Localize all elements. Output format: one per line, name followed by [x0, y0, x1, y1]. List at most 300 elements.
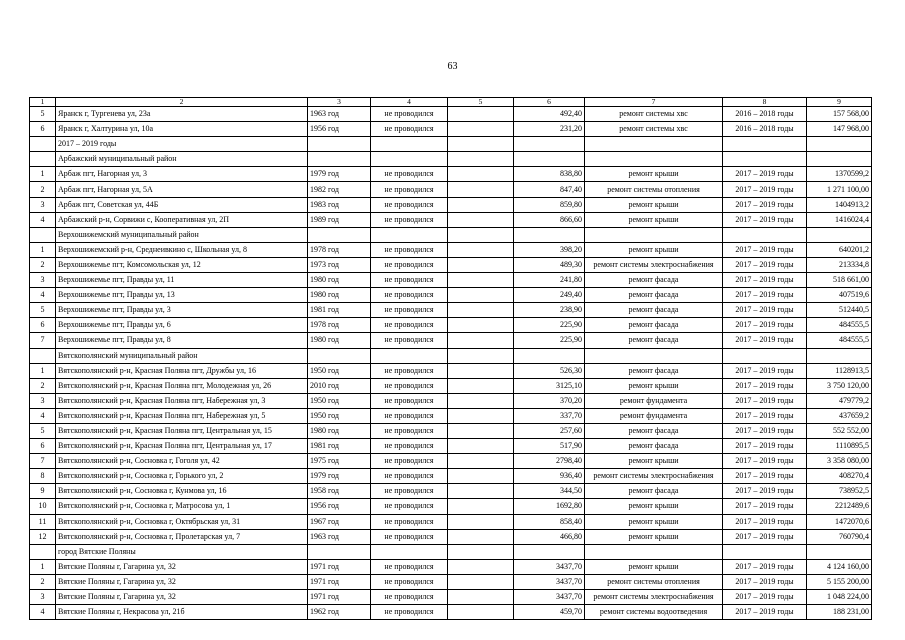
- section-blank-cell: [723, 152, 807, 167]
- table-row: [30, 605, 872, 620]
- section-title: город Вятские Поляны: [56, 544, 308, 559]
- year-cell: 1981 год: [308, 303, 371, 318]
- row-number: 10: [30, 499, 56, 514]
- year-cell: 1958 год: [308, 484, 371, 499]
- area-cell: 838,80: [514, 167, 585, 182]
- address-cell: Вятскополянский р-н, Сосновка г, Горького ул, 2: [56, 469, 308, 484]
- table-row: [30, 273, 872, 288]
- previous-repair-cell: не проводился: [371, 529, 448, 544]
- previous-repair-cell: не проводился: [371, 288, 448, 303]
- work-type-cell: ремонт крыши: [585, 212, 723, 227]
- period-cell: 2017 – 2019 годы: [723, 423, 807, 438]
- table-row: [30, 257, 872, 272]
- period-cell: 2017 – 2019 годы: [723, 393, 807, 408]
- address-cell: Вятскополянский р-н, Сосновка г, Кунмова ул, 16: [56, 484, 308, 499]
- empty-cell: [448, 469, 514, 484]
- row-number: 8: [30, 469, 56, 484]
- table-row: [30, 122, 872, 137]
- work-type-cell: ремонт крыши: [585, 378, 723, 393]
- work-type-cell: ремонт системы отопления: [585, 574, 723, 589]
- area-cell: 3437,70: [514, 559, 585, 574]
- cost-cell: 484555,5: [807, 318, 872, 333]
- work-type-cell: ремонт системы водоотведения: [585, 605, 723, 620]
- previous-repair-cell: не проводился: [371, 242, 448, 257]
- previous-repair-cell: не проводился: [371, 273, 448, 288]
- table-row: [30, 167, 872, 182]
- year-cell: 1956 год: [308, 499, 371, 514]
- column-number: 6: [514, 98, 585, 107]
- section-blank-cell: [308, 137, 371, 152]
- cost-cell: 3 750 120,00: [807, 378, 872, 393]
- row-number: 6: [30, 439, 56, 454]
- area-cell: 344,50: [514, 484, 585, 499]
- cost-cell: 1110895,5: [807, 439, 872, 454]
- previous-repair-cell: не проводился: [371, 423, 448, 438]
- address-cell: Арбаж пгт, Советская ул, 44Б: [56, 197, 308, 212]
- empty-cell: [448, 363, 514, 378]
- area-cell: 225,90: [514, 333, 585, 348]
- area-cell: 866,60: [514, 212, 585, 227]
- column-number: 4: [371, 98, 448, 107]
- period-cell: 2017 – 2019 годы: [723, 590, 807, 605]
- row-number: 1: [30, 242, 56, 257]
- table-row: [30, 107, 872, 122]
- empty-cell: [448, 439, 514, 454]
- area-cell: 231,20: [514, 122, 585, 137]
- previous-repair-cell: не проводился: [371, 499, 448, 514]
- previous-repair-cell: не проводился: [371, 197, 448, 212]
- address-cell: Верхошижемье пгт, Правды ул, 13: [56, 288, 308, 303]
- row-number: 5: [30, 303, 56, 318]
- work-type-cell: ремонт фасада: [585, 363, 723, 378]
- register-table: [29, 97, 872, 620]
- empty-cell: [448, 423, 514, 438]
- row-number: 4: [30, 605, 56, 620]
- section-blank-cell: [807, 227, 872, 242]
- section-blank-cell: [448, 544, 514, 559]
- row-number: 4: [30, 408, 56, 423]
- address-cell: Арбаж пгт, Нагорная ул, 5А: [56, 182, 308, 197]
- work-type-cell: ремонт системы электроснабжения: [585, 590, 723, 605]
- previous-repair-cell: не проводился: [371, 484, 448, 499]
- table-row: [30, 288, 872, 303]
- empty-cell: [448, 242, 514, 257]
- area-cell: 249,40: [514, 288, 585, 303]
- period-cell: 2016 – 2018 годы: [723, 122, 807, 137]
- previous-repair-cell: не проводился: [371, 378, 448, 393]
- year-cell: 1978 год: [308, 242, 371, 257]
- empty-cell: [448, 197, 514, 212]
- section-blank-cell: [371, 152, 448, 167]
- cost-cell: 1404913,2: [807, 197, 872, 212]
- section-row: [30, 544, 872, 559]
- period-cell: 2017 – 2019 годы: [723, 469, 807, 484]
- table-row: [30, 393, 872, 408]
- empty-cell: [448, 318, 514, 333]
- address-cell: Вятскополянский р-н, Сосновка г, Пролетарская ул, 7: [56, 529, 308, 544]
- area-cell: 3125,10: [514, 378, 585, 393]
- section-blank-cell: [514, 227, 585, 242]
- work-type-cell: ремонт фасада: [585, 423, 723, 438]
- year-cell: 1989 год: [308, 212, 371, 227]
- work-type-cell: ремонт системы электроснабжения: [585, 257, 723, 272]
- row-number: 6: [30, 122, 56, 137]
- period-cell: 2017 – 2019 годы: [723, 333, 807, 348]
- column-number: 7: [585, 98, 723, 107]
- column-number: 9: [807, 98, 872, 107]
- cost-cell: 1472070,6: [807, 514, 872, 529]
- cost-cell: 188 231,00: [807, 605, 872, 620]
- cost-cell: 4 124 160,00: [807, 559, 872, 574]
- cost-cell: 1 271 100,00: [807, 182, 872, 197]
- address-cell: Арбаж пгт, Нагорная ул, 3: [56, 167, 308, 182]
- period-cell: 2017 – 2019 годы: [723, 529, 807, 544]
- column-number: 2: [56, 98, 308, 107]
- page-number: 63: [447, 61, 458, 72]
- year-cell: 1981 год: [308, 439, 371, 454]
- address-cell: Вятские Поляны г, Гагарина ул, 32: [56, 590, 308, 605]
- cost-cell: 157 568,00: [807, 107, 872, 122]
- column-number: 8: [723, 98, 807, 107]
- address-cell: Яранск г, Тургенева ул, 23а: [56, 107, 308, 122]
- table-row: [30, 454, 872, 469]
- section-blank-cell: [448, 348, 514, 363]
- year-cell: 1978 год: [308, 318, 371, 333]
- work-type-cell: ремонт крыши: [585, 559, 723, 574]
- period-cell: 2017 – 2019 годы: [723, 273, 807, 288]
- area-cell: 847,40: [514, 182, 585, 197]
- section-row: [30, 227, 872, 242]
- period-cell: 2017 – 2019 годы: [723, 559, 807, 574]
- empty-cell: [448, 333, 514, 348]
- work-type-cell: ремонт крыши: [585, 499, 723, 514]
- section-blank-cell: [585, 227, 723, 242]
- work-type-cell: ремонт фасада: [585, 273, 723, 288]
- row-number: 7: [30, 454, 56, 469]
- work-type-cell: ремонт фасада: [585, 288, 723, 303]
- empty-cell: [448, 257, 514, 272]
- empty-cell: [448, 454, 514, 469]
- section-title: Верхошижемский муниципальный район: [56, 227, 308, 242]
- empty-cell: [448, 484, 514, 499]
- empty-cell: [448, 605, 514, 620]
- cost-cell: 2212489,6: [807, 499, 872, 514]
- period-cell: 2017 – 2019 годы: [723, 242, 807, 257]
- period-cell: 2017 – 2019 годы: [723, 288, 807, 303]
- work-type-cell: ремонт фасада: [585, 333, 723, 348]
- year-cell: 1975 год: [308, 454, 371, 469]
- area-cell: 337,70: [514, 408, 585, 423]
- address-cell: Вятские Поляны г, Гагарина ул, 32: [56, 574, 308, 589]
- row-number: 11: [30, 514, 56, 529]
- cost-cell: 518 661,00: [807, 273, 872, 288]
- area-cell: 238,90: [514, 303, 585, 318]
- section-blank-cell: [723, 227, 807, 242]
- row-number: 3: [30, 273, 56, 288]
- year-cell: 1971 год: [308, 559, 371, 574]
- cost-cell: 760790,4: [807, 529, 872, 544]
- table-row: [30, 529, 872, 544]
- year-cell: 1980 год: [308, 333, 371, 348]
- period-cell: 2017 – 2019 годы: [723, 257, 807, 272]
- period-cell: 2017 – 2019 годы: [723, 439, 807, 454]
- year-cell: 1956 год: [308, 122, 371, 137]
- cost-cell: 552 552,00: [807, 423, 872, 438]
- empty-cell: [448, 122, 514, 137]
- area-cell: 1692,80: [514, 499, 585, 514]
- address-cell: Вятскополянский р-н, Сосновка г, Октябрьская ул, 31: [56, 514, 308, 529]
- cost-cell: 437659,2: [807, 408, 872, 423]
- row-number: 6: [30, 318, 56, 333]
- previous-repair-cell: не проводился: [371, 318, 448, 333]
- area-cell: 466,80: [514, 529, 585, 544]
- row-number: 3: [30, 393, 56, 408]
- table-row: [30, 499, 872, 514]
- cost-cell: 407519,6: [807, 288, 872, 303]
- table-row: [30, 574, 872, 589]
- previous-repair-cell: не проводился: [371, 122, 448, 137]
- period-cell: 2017 – 2019 годы: [723, 454, 807, 469]
- address-cell: Верхошижемье пгт, Комсомольская ул, 12: [56, 257, 308, 272]
- period-cell: 2017 – 2019 годы: [723, 318, 807, 333]
- cost-cell: 213334,8: [807, 257, 872, 272]
- previous-repair-cell: не проводился: [371, 559, 448, 574]
- address-cell: Вятскополянский р-н, Красная Поляна пгт, Молодежная ул, 26: [56, 378, 308, 393]
- row-number: 7: [30, 333, 56, 348]
- section-blank-cell: [807, 348, 872, 363]
- section-blank-cell: [30, 152, 56, 167]
- empty-cell: [448, 288, 514, 303]
- area-cell: 2798,40: [514, 454, 585, 469]
- year-cell: 1963 год: [308, 529, 371, 544]
- section-blank-cell: [308, 544, 371, 559]
- previous-repair-cell: не проводился: [371, 182, 448, 197]
- work-type-cell: ремонт крыши: [585, 514, 723, 529]
- previous-repair-cell: не проводился: [371, 333, 448, 348]
- column-number-row: [30, 98, 872, 107]
- area-cell: 526,30: [514, 363, 585, 378]
- area-cell: 936,40: [514, 469, 585, 484]
- year-cell: 1963 год: [308, 107, 371, 122]
- section-blank-cell: [585, 152, 723, 167]
- area-cell: 489,30: [514, 257, 585, 272]
- work-type-cell: ремонт фасада: [585, 484, 723, 499]
- previous-repair-cell: не проводился: [371, 408, 448, 423]
- section-blank-cell: [448, 137, 514, 152]
- row-number: 1: [30, 363, 56, 378]
- section-blank-cell: [585, 544, 723, 559]
- empty-cell: [448, 378, 514, 393]
- period-cell: 2016 – 2018 годы: [723, 107, 807, 122]
- previous-repair-cell: не проводился: [371, 514, 448, 529]
- empty-cell: [448, 212, 514, 227]
- work-type-cell: ремонт системы хвс: [585, 122, 723, 137]
- cost-cell: 512440,5: [807, 303, 872, 318]
- empty-cell: [448, 182, 514, 197]
- empty-cell: [448, 590, 514, 605]
- year-cell: 1971 год: [308, 590, 371, 605]
- work-type-cell: ремонт крыши: [585, 242, 723, 257]
- year-cell: 1962 год: [308, 605, 371, 620]
- section-title: Вятскополянский муниципальный район: [56, 348, 308, 363]
- row-number: 2: [30, 182, 56, 197]
- empty-cell: [448, 167, 514, 182]
- cost-cell: 147 968,00: [807, 122, 872, 137]
- empty-cell: [448, 303, 514, 318]
- empty-cell: [448, 514, 514, 529]
- empty-cell: [448, 529, 514, 544]
- section-blank-cell: [723, 348, 807, 363]
- table-row: [30, 182, 872, 197]
- area-cell: 3437,70: [514, 574, 585, 589]
- section-blank-cell: [514, 348, 585, 363]
- empty-cell: [448, 499, 514, 514]
- row-number: 2: [30, 378, 56, 393]
- period-cell: 2017 – 2019 годы: [723, 303, 807, 318]
- year-cell: 1983 год: [308, 197, 371, 212]
- address-cell: Вятскополянский р-н, Сосновка г, Матросова ул, 1: [56, 499, 308, 514]
- period-cell: 2017 – 2019 годы: [723, 212, 807, 227]
- table-row: [30, 303, 872, 318]
- empty-cell: [448, 574, 514, 589]
- area-cell: 370,20: [514, 393, 585, 408]
- section-blank-cell: [585, 348, 723, 363]
- table-row: [30, 197, 872, 212]
- year-cell: 1979 год: [308, 469, 371, 484]
- previous-repair-cell: не проводился: [371, 574, 448, 589]
- section-blank-cell: [30, 227, 56, 242]
- previous-repair-cell: не проводился: [371, 107, 448, 122]
- section-blank-cell: [585, 137, 723, 152]
- table-row: [30, 484, 872, 499]
- work-type-cell: ремонт крыши: [585, 454, 723, 469]
- row-number: 12: [30, 529, 56, 544]
- section-row: [30, 152, 872, 167]
- row-number: 3: [30, 197, 56, 212]
- cost-cell: 484555,5: [807, 333, 872, 348]
- table-row: [30, 408, 872, 423]
- cost-cell: 1416024,4: [807, 212, 872, 227]
- year-cell: 1980 год: [308, 288, 371, 303]
- address-cell: Верхошижемский р-н, Среднеивкино с, Школьная ул, 8: [56, 242, 308, 257]
- column-number: 5: [448, 98, 514, 107]
- year-cell: 1950 год: [308, 408, 371, 423]
- work-type-cell: ремонт фасада: [585, 318, 723, 333]
- cost-cell: 479779,2: [807, 393, 872, 408]
- address-cell: Верхошижемье пгт, Правды ул, 6: [56, 318, 308, 333]
- section-blank-cell: [308, 348, 371, 363]
- row-number: 3: [30, 590, 56, 605]
- address-cell: Вятскополянский р-н, Красная Поляна пгт, Дружбы ул, 16: [56, 363, 308, 378]
- cost-cell: 738952,5: [807, 484, 872, 499]
- section-blank-cell: [807, 544, 872, 559]
- row-number: 2: [30, 574, 56, 589]
- work-type-cell: ремонт системы отопления: [585, 182, 723, 197]
- section-blank-cell: [807, 152, 872, 167]
- area-cell: 241,80: [514, 273, 585, 288]
- section-blank-cell: [723, 137, 807, 152]
- area-cell: 3437,70: [514, 590, 585, 605]
- previous-repair-cell: не проводился: [371, 167, 448, 182]
- address-cell: Вятскополянский р-н, Красная Поляна пгт, Набережная ул, 5: [56, 408, 308, 423]
- year-cell: 1973 год: [308, 257, 371, 272]
- table-row: [30, 363, 872, 378]
- section-blank-cell: [448, 152, 514, 167]
- work-type-cell: ремонт системы электроснабжения: [585, 469, 723, 484]
- section-blank-cell: [371, 544, 448, 559]
- row-number: 1: [30, 167, 56, 182]
- period-cell: 2017 – 2019 годы: [723, 514, 807, 529]
- table-row: [30, 423, 872, 438]
- area-cell: 257,60: [514, 423, 585, 438]
- cost-cell: 3 358 080,00: [807, 454, 872, 469]
- address-cell: Вятские Поляны г, Некрасова ул, 21б: [56, 605, 308, 620]
- period-cell: 2017 – 2019 годы: [723, 167, 807, 182]
- table-row: [30, 590, 872, 605]
- section-blank-cell: [514, 152, 585, 167]
- address-cell: Верхошижемье пгт, Правды ул, 11: [56, 273, 308, 288]
- period-cell: 2017 – 2019 годы: [723, 605, 807, 620]
- work-type-cell: ремонт фундамента: [585, 408, 723, 423]
- area-cell: 517,90: [514, 439, 585, 454]
- work-type-cell: ремонт фасада: [585, 303, 723, 318]
- address-cell: Вятскополянский р-н, Сосновка г, Гоголя ул, 42: [56, 454, 308, 469]
- section-blank-cell: [30, 137, 56, 152]
- previous-repair-cell: не проводился: [371, 439, 448, 454]
- area-cell: 225,90: [514, 318, 585, 333]
- previous-repair-cell: не проводился: [371, 257, 448, 272]
- period-cell: 2017 – 2019 годы: [723, 363, 807, 378]
- address-cell: Вятскополянский р-н, Красная Поляна пгт, Набережная ул, 3: [56, 393, 308, 408]
- previous-repair-cell: не проводился: [371, 212, 448, 227]
- cost-cell: 5 155 200,00: [807, 574, 872, 589]
- table-row: [30, 559, 872, 574]
- year-cell: 1980 год: [308, 273, 371, 288]
- table-row: [30, 242, 872, 257]
- section-blank-cell: [308, 227, 371, 242]
- section-blank-cell: [514, 544, 585, 559]
- table-row: [30, 514, 872, 529]
- cost-cell: 1 048 224,00: [807, 590, 872, 605]
- cost-cell: 1128913,5: [807, 363, 872, 378]
- section-blank-cell: [371, 227, 448, 242]
- section-blank-cell: [30, 348, 56, 363]
- address-cell: Вятскополянский р-н, Красная Поляна пгт, Центральная ул, 17: [56, 439, 308, 454]
- period-cell: 2017 – 2019 годы: [723, 484, 807, 499]
- period-cell: 2017 – 2019 годы: [723, 499, 807, 514]
- section-blank-cell: [514, 137, 585, 152]
- area-cell: 492,40: [514, 107, 585, 122]
- cost-cell: 1370599,2: [807, 167, 872, 182]
- section-blank-cell: [807, 137, 872, 152]
- area-cell: 459,70: [514, 605, 585, 620]
- row-number: 2: [30, 257, 56, 272]
- row-number: 4: [30, 288, 56, 303]
- row-number: 5: [30, 423, 56, 438]
- work-type-cell: ремонт фасада: [585, 439, 723, 454]
- row-number: 5: [30, 107, 56, 122]
- year-cell: 1967 год: [308, 514, 371, 529]
- previous-repair-cell: не проводился: [371, 590, 448, 605]
- period-cell: 2017 – 2019 годы: [723, 378, 807, 393]
- work-type-cell: ремонт системы хвс: [585, 107, 723, 122]
- section-row: [30, 348, 872, 363]
- previous-repair-cell: не проводился: [371, 454, 448, 469]
- section-row: [30, 137, 872, 152]
- cost-cell: 640201,2: [807, 242, 872, 257]
- year-cell: 1979 год: [308, 167, 371, 182]
- address-cell: Вятскополянский р-н, Красная Поляна пгт, Центральная ул, 15: [56, 423, 308, 438]
